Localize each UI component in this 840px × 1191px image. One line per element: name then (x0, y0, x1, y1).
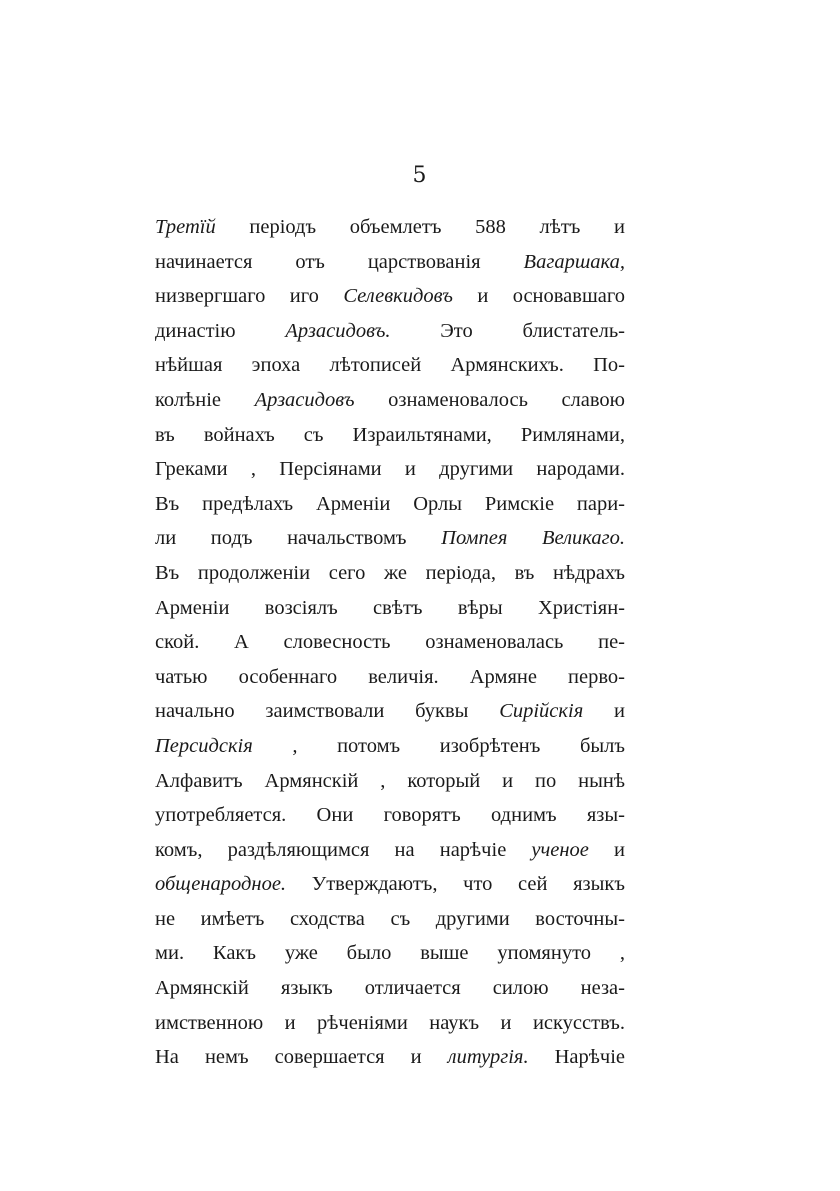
text-line (155, 279, 625, 314)
text-line (155, 867, 625, 902)
text-segment: въ войнахъ съ Израильтянами, Римлянами, (155, 423, 625, 446)
text-line (155, 521, 625, 556)
text-segment: На немъ совершается и (155, 1046, 448, 1069)
text-line (155, 798, 625, 833)
italic-text: Арзасидовъ (254, 388, 355, 411)
body-text (155, 210, 625, 1075)
text-line (155, 902, 625, 937)
text-segment: Въ продолженіи сего же періода, въ нѣдрахъ (155, 561, 625, 584)
italic-text: ученое (531, 838, 589, 861)
italic-text: литургія. (447, 1046, 529, 1069)
text-line (155, 210, 625, 245)
text-segment: начально заимствовали буквы (155, 700, 500, 723)
text-segment: и (583, 700, 625, 723)
italic-text: Персидскія , (155, 734, 298, 757)
text-segment: Алфавитъ Армянскій , который и по нынѣ (155, 769, 625, 792)
text-segment: ской. А словесность ознаменовалась пе- (155, 631, 625, 654)
text-segment: Утверждаютъ, что сей языкъ (286, 873, 625, 896)
text-segment: періодъ объемлетъ 588 лѣтъ и (215, 216, 625, 238)
text-segment: Нарѣчіе (528, 1046, 626, 1069)
text-segment: нѣйшая эпоха лѣтописей Армянскихъ. По- (155, 354, 625, 377)
italic-text: Вагаршака, (523, 250, 625, 273)
italic-text: Арзасидовъ. (285, 319, 391, 342)
text-line (155, 694, 625, 729)
text-segment: ми. Какъ уже было выше упомянуто , (155, 942, 625, 965)
text-segment: имственною и рѣченіями наукъ и искусствъ. (155, 1011, 625, 1034)
italic-text: Помпея Великаго. (441, 527, 625, 550)
text-line (155, 936, 625, 971)
text-line (155, 452, 625, 487)
text-segment: ознаменовалось славою (354, 388, 625, 411)
text-segment: не имѣетъ сходства съ другими восточны- (155, 907, 625, 930)
italic-text: общенародное. (155, 873, 287, 896)
text-line (155, 833, 625, 868)
text-segment: чатью особеннаго величія. Армяне перво- (155, 665, 625, 688)
text-line (155, 625, 625, 660)
text-segment: начинается отъ царствованія (155, 250, 524, 273)
text-segment: Это блистатель- (390, 319, 625, 342)
italic-text: Сирійскія (499, 700, 584, 723)
text-line (155, 1040, 625, 1075)
text-segment: Греками , Персіянами и другими народами. (155, 458, 625, 481)
text-segment: и (588, 838, 625, 861)
text-segment: комъ, раздѣляющимся на нарѣчіе (155, 838, 532, 861)
text-line (155, 314, 625, 349)
italic-text: Селевкидовъ (343, 285, 453, 308)
text-segment: династію (155, 319, 286, 342)
text-line (155, 383, 625, 418)
text-line (155, 348, 625, 383)
text-line (155, 418, 625, 453)
page-number: 5 (412, 163, 428, 188)
text-segment: Въ предѣлахъ Арменіи Орлы Римскіе пари- (155, 492, 625, 515)
text-line (155, 487, 625, 522)
text-segment: колѣніе (155, 388, 255, 411)
text-segment: и основавшаго (452, 285, 625, 308)
text-segment: низвергшаго иго (155, 285, 344, 308)
text-line (155, 591, 625, 626)
text-line (155, 245, 625, 280)
text-segment: Арменіи возсіялъ свѣтъ вѣры Христіян- (155, 596, 625, 619)
text-segment: потомъ изобрѣтенъ былъ (297, 734, 625, 757)
text-segment: Армянскій языкъ отличается силою неза- (155, 977, 625, 1000)
text-line (155, 729, 625, 764)
text-line (155, 660, 625, 695)
text-segment: ли подъ начальствомъ (155, 527, 442, 550)
italic-text: Третїй (155, 216, 216, 238)
text-segment: употребляется. Они говорятъ однимъ язы- (155, 804, 625, 827)
text-line (155, 764, 625, 799)
text-line (155, 556, 625, 591)
text-line (155, 1006, 625, 1041)
text-line (155, 971, 625, 1006)
